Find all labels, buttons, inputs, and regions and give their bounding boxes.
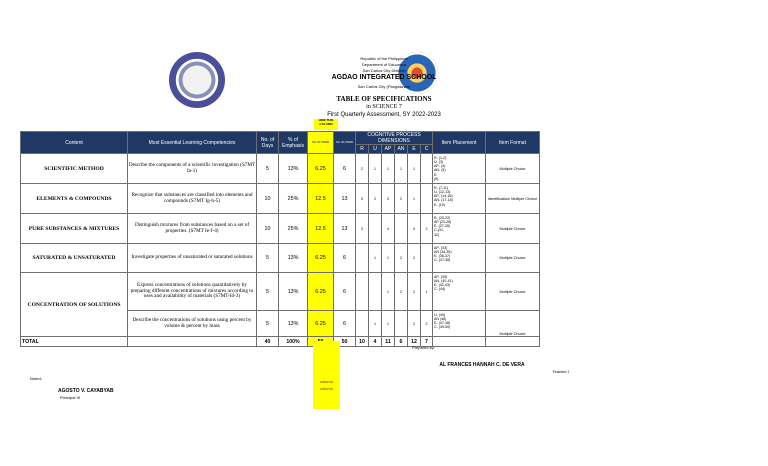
days-cell: 5 xyxy=(257,311,279,337)
ap-cell: 1 xyxy=(382,311,395,337)
placement-cell: AP- (39) AN- (40-41) E- (42-43) C- (44) xyxy=(433,273,486,311)
total-r: 10 xyxy=(356,337,369,347)
total-items: 50 xyxy=(334,337,356,347)
total-row xyxy=(21,337,540,347)
hidden-column-extension xyxy=(313,341,340,409)
content-cell: PURE SUBSTANCES & MIXTURES xyxy=(21,214,128,244)
republic-line: Republic of the Philippines xyxy=(360,56,408,61)
placement-cell: R- (1-2) U- (3) AP- (4) AN- (5) E- (6) xyxy=(433,154,486,184)
total-label: TOTAL xyxy=(21,337,128,347)
principal-title: Principal III xyxy=(60,395,80,400)
days-cell: 5 xyxy=(257,154,279,184)
placement-cell: R- (20-22) AP (23-26) E- (27-30) C-(31- 32) xyxy=(433,214,486,244)
header-ap: AP xyxy=(382,145,395,154)
column-note-1: column xyxy=(320,379,333,384)
placement-cell: U- (45) AN (46) E- (47-48) C- (49-50) xyxy=(433,311,486,337)
e-cell: 1 xyxy=(408,154,421,184)
header-melc: Most Essential Learning Competencies xyxy=(128,132,257,154)
pct-cell: 25% xyxy=(279,214,308,244)
format-cell: Multiple Choice xyxy=(486,244,540,273)
header-emphasis: % of Emphasis xyxy=(279,132,308,154)
specification-table xyxy=(20,131,540,347)
header-e: E xyxy=(408,145,421,154)
ap-cell: 3 xyxy=(382,184,395,214)
days-cell: 5 xyxy=(257,244,279,273)
items-cell: 13 xyxy=(334,184,356,214)
header-days: No. of Days xyxy=(257,132,279,154)
content-cell: SCIENTIFIC METHOD xyxy=(21,154,128,184)
u-cell xyxy=(369,273,382,311)
total-days: 40 xyxy=(257,337,279,347)
u-cell: 1 xyxy=(369,244,382,273)
items-cell: 13 xyxy=(334,214,356,244)
header-placement: Item Placement xyxy=(433,132,486,154)
r-cell: 3 xyxy=(356,214,369,244)
items-cell: 6 xyxy=(334,311,356,337)
r-cell xyxy=(356,273,369,311)
header-items: NO. OF ITEMS xyxy=(334,132,356,154)
r-cell xyxy=(356,311,369,337)
u-cell xyxy=(369,214,382,244)
header-r: R xyxy=(356,145,369,154)
hidden-cell: 6.25 xyxy=(308,154,334,184)
days-cell: 5 xyxy=(257,273,279,311)
c-cell xyxy=(421,184,433,214)
table-row xyxy=(21,214,540,244)
r-cell: 2 xyxy=(356,154,369,184)
content-cell: SATURATED & UNSATURATED xyxy=(21,244,128,273)
school-name: AGDAO INTEGRATED SCHOOL xyxy=(331,74,437,81)
e-cell: 2 xyxy=(408,311,421,337)
total-an: 6 xyxy=(395,337,408,347)
document-title: TABLE OF SPECIFICATIONS xyxy=(336,95,432,103)
an-cell xyxy=(395,214,408,244)
hidden-cell: 6.25 xyxy=(308,273,334,311)
header-format: Item Format xyxy=(486,132,540,154)
melc-cell: Recognize that substances are classified into elements and compounds (S7MT Ig-h-5) xyxy=(128,184,257,214)
c-cell: 1 xyxy=(421,273,433,311)
u-cell: 1 xyxy=(369,311,382,337)
total-blank xyxy=(128,337,257,347)
total-e: 12 xyxy=(408,337,421,347)
hide-column-note: HIDE THIS COLUMN xyxy=(314,119,338,130)
c-cell: 2 xyxy=(421,311,433,337)
table-row xyxy=(21,273,540,311)
c-cell xyxy=(421,154,433,184)
hidden-cell: 6.25 xyxy=(308,311,334,337)
header-cpd: COGNITIVE PROCESS DIMENSIONS xyxy=(356,132,433,145)
format-cell: Multiple Choice xyxy=(486,273,540,311)
content-cell: ELEMENTS & COMPOUNDS xyxy=(21,184,128,214)
division-line: San Carlos City Division xyxy=(362,68,406,73)
e-cell: 2 xyxy=(408,273,421,311)
melc-cell: Describe the components of a scientific investigation (S7MT Ia-1) xyxy=(128,154,257,184)
principal-name: AGOSTO V. CAYABYAB xyxy=(58,388,114,394)
e-cell: 1 xyxy=(408,184,421,214)
days-cell: 10 xyxy=(257,184,279,214)
header-hidden: NO. OF ITEMS xyxy=(308,132,334,154)
pct-cell: 13% xyxy=(279,154,308,184)
content-cell: CONCENTRATION OF SOLUTIONS xyxy=(21,273,128,337)
an-cell xyxy=(395,311,408,337)
hidden-cell: 12.5 xyxy=(308,214,334,244)
subject-line: in SCIENCE 7 xyxy=(366,104,402,110)
items-cell: 6 xyxy=(334,154,356,184)
header-an: AN xyxy=(395,145,408,154)
pct-cell: 25% xyxy=(279,184,308,214)
hidden-cell: 12.5 xyxy=(308,184,334,214)
melc-cell: Distinguish mixtures from substances based on a set of properties. (S7MT Ie-f-4) xyxy=(128,214,257,244)
ap-cell: 1 xyxy=(382,244,395,273)
u-cell: 2 xyxy=(369,184,382,214)
table-row xyxy=(21,154,540,184)
school-address: San Carlos City (Pangasinan) xyxy=(357,84,411,89)
header-c: C xyxy=(421,145,433,154)
assessment-line: First Quarterly Assessment, SY 2022-2023 xyxy=(327,112,441,118)
an-cell: 2 xyxy=(395,244,408,273)
table-row xyxy=(21,244,540,273)
noted-label: Noted: xyxy=(30,376,42,381)
ap-cell: 1 xyxy=(382,154,395,184)
items-cell: 6 xyxy=(334,244,356,273)
days-cell: 10 xyxy=(257,214,279,244)
r-cell: 5 xyxy=(356,184,369,214)
teacher-title: Teacher I xyxy=(552,369,569,374)
total-ap: 11 xyxy=(382,337,395,347)
melc-cell: Describe the concentrations of solutions using percent by volume & percent by mass xyxy=(128,311,257,337)
ap-cell: 4 xyxy=(382,214,395,244)
r-cell xyxy=(356,244,369,273)
c-cell xyxy=(421,244,433,273)
pct-cell: 13% xyxy=(279,244,308,273)
format-cell: Multiple Choice xyxy=(486,311,540,337)
c-cell: 2 xyxy=(421,214,433,244)
format-cell: Identification/ Multiple Choice xyxy=(486,184,540,214)
hidden-cell: 6.25 xyxy=(308,244,334,273)
pct-cell: 13% xyxy=(279,311,308,337)
department-line: Department of Education xyxy=(361,62,407,67)
an-cell: 1 xyxy=(395,154,408,184)
table-row xyxy=(21,184,540,214)
total-pct: 100% xyxy=(279,337,308,347)
placement-cell: R- (7-11) U- (12-13) AP- (14-16) AN- (17-18) E- (19) xyxy=(433,184,486,214)
total-c: 7 xyxy=(421,337,433,347)
total-placement xyxy=(433,337,486,347)
header-u: U xyxy=(369,145,382,154)
an-cell: 2 xyxy=(395,184,408,214)
format-cell: Multiple Choice xyxy=(486,154,540,184)
pct-cell: 13% xyxy=(279,273,308,311)
an-cell: 2 xyxy=(395,273,408,311)
column-note-2: column xyxy=(320,386,333,391)
u-cell: 1 xyxy=(369,154,382,184)
header-content: Content xyxy=(21,132,128,154)
prepared-by-label: Prepared by: xyxy=(412,345,435,350)
e-cell: 2 xyxy=(408,244,421,273)
melc-cell: Investigate properties of unsaturated or saturated solutions xyxy=(128,244,257,273)
melc-cell: Express concentrations of solutions quantitatively by preparing different concentrations of mixtures according to uses and availability of materials (S7MT-Id-3) xyxy=(128,273,257,311)
teacher-name: AL FRANCES HANNAH C. DE VERA xyxy=(439,362,525,368)
total-format xyxy=(486,337,540,347)
format-cell: Multiple Choice xyxy=(486,214,540,244)
items-cell: 6 xyxy=(334,273,356,311)
placement-cell: AP- (33) AN (34-35) E- (36-37) C- (37-38) xyxy=(433,244,486,273)
e-cell: 4 xyxy=(408,214,421,244)
ap-cell: 1 xyxy=(382,273,395,311)
total-u: 4 xyxy=(369,337,382,347)
